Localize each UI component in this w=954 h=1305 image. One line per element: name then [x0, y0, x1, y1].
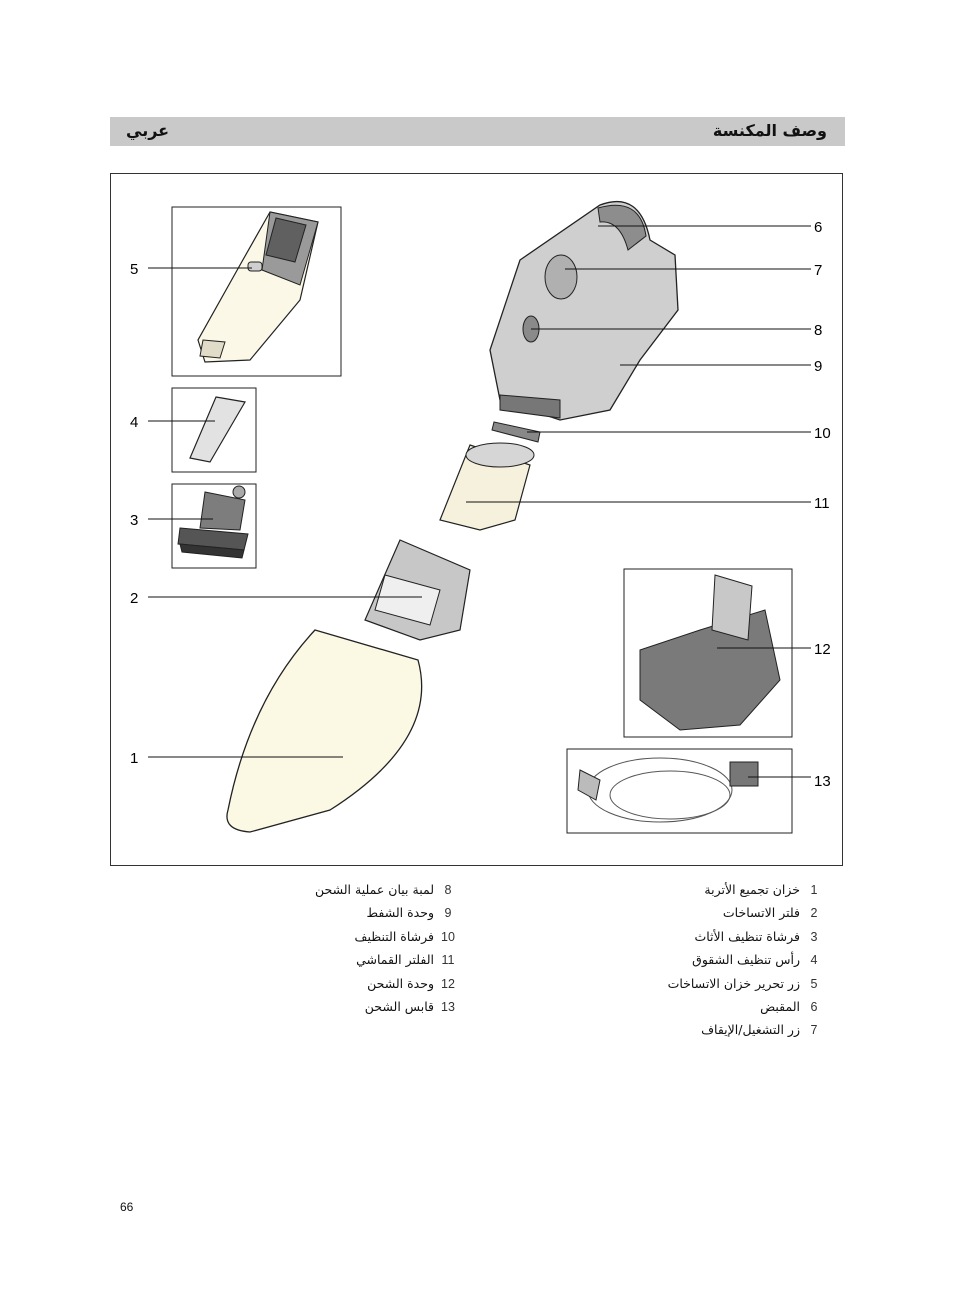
legend-item: 4رأس تنظيف الشقوق — [692, 952, 818, 968]
charging-plug-illustration — [578, 758, 758, 822]
legend-item: 5زر تحرير خزان الاتساخات — [667, 975, 818, 991]
legend-column-right — [668, 878, 828, 1042]
callout-12: 12 — [814, 641, 831, 658]
section-title: وصف المكنسة — [712, 121, 827, 140]
dust-container-illustration — [227, 630, 422, 832]
language-label: عربي — [126, 121, 170, 140]
callout-5: 5 — [130, 261, 139, 278]
legend-item: 3فرشاة تنظيف الأثاث — [694, 928, 818, 944]
callout-3: 3 — [130, 512, 139, 529]
callout-11: 11 — [814, 495, 830, 512]
legend-item: 13قابس الشحن — [364, 998, 455, 1014]
vacuum-small-illustration — [198, 212, 318, 362]
page-number: 66 — [120, 1200, 134, 1214]
legend-item: 7زر التشغيل/الإيقاف — [701, 1022, 818, 1038]
legend-item: 1خزان تجميع الأتربة — [704, 882, 818, 897]
suction-unit-illustration — [490, 202, 678, 420]
callout-6: 6 — [814, 219, 823, 236]
crevice-nozzle-illustration — [190, 397, 245, 462]
callout-13: 13 — [814, 773, 831, 790]
legend-item: 12وحدة الشحن — [367, 975, 455, 991]
callout-9: 9 — [814, 358, 823, 375]
callout-8: 8 — [814, 322, 823, 339]
legend-item: 6المقبض — [760, 998, 818, 1014]
legend-column-left — [315, 878, 462, 1018]
upholstery-brush-illustration — [178, 486, 248, 558]
callout-10: 10 — [814, 425, 831, 442]
callout-4: 4 — [130, 414, 139, 431]
callout-7: 7 — [814, 262, 823, 279]
dirt-filter-illustration — [365, 540, 470, 640]
callout-1: 1 — [130, 750, 139, 767]
callout-2: 2 — [130, 590, 139, 607]
charging-station-illustration — [640, 575, 780, 730]
cloth-filter-illustration — [440, 443, 534, 530]
legend-item: 11الفلتر القماشي — [356, 952, 455, 968]
legend-item: 8لمبة بيان عملية الشحن — [315, 882, 452, 897]
legend-item: 2فلتر الاتساخات — [722, 905, 818, 921]
legend-item: 10فرشاة التنظيف — [354, 928, 455, 944]
legend-item: 9وحدة الشفط — [366, 905, 452, 921]
